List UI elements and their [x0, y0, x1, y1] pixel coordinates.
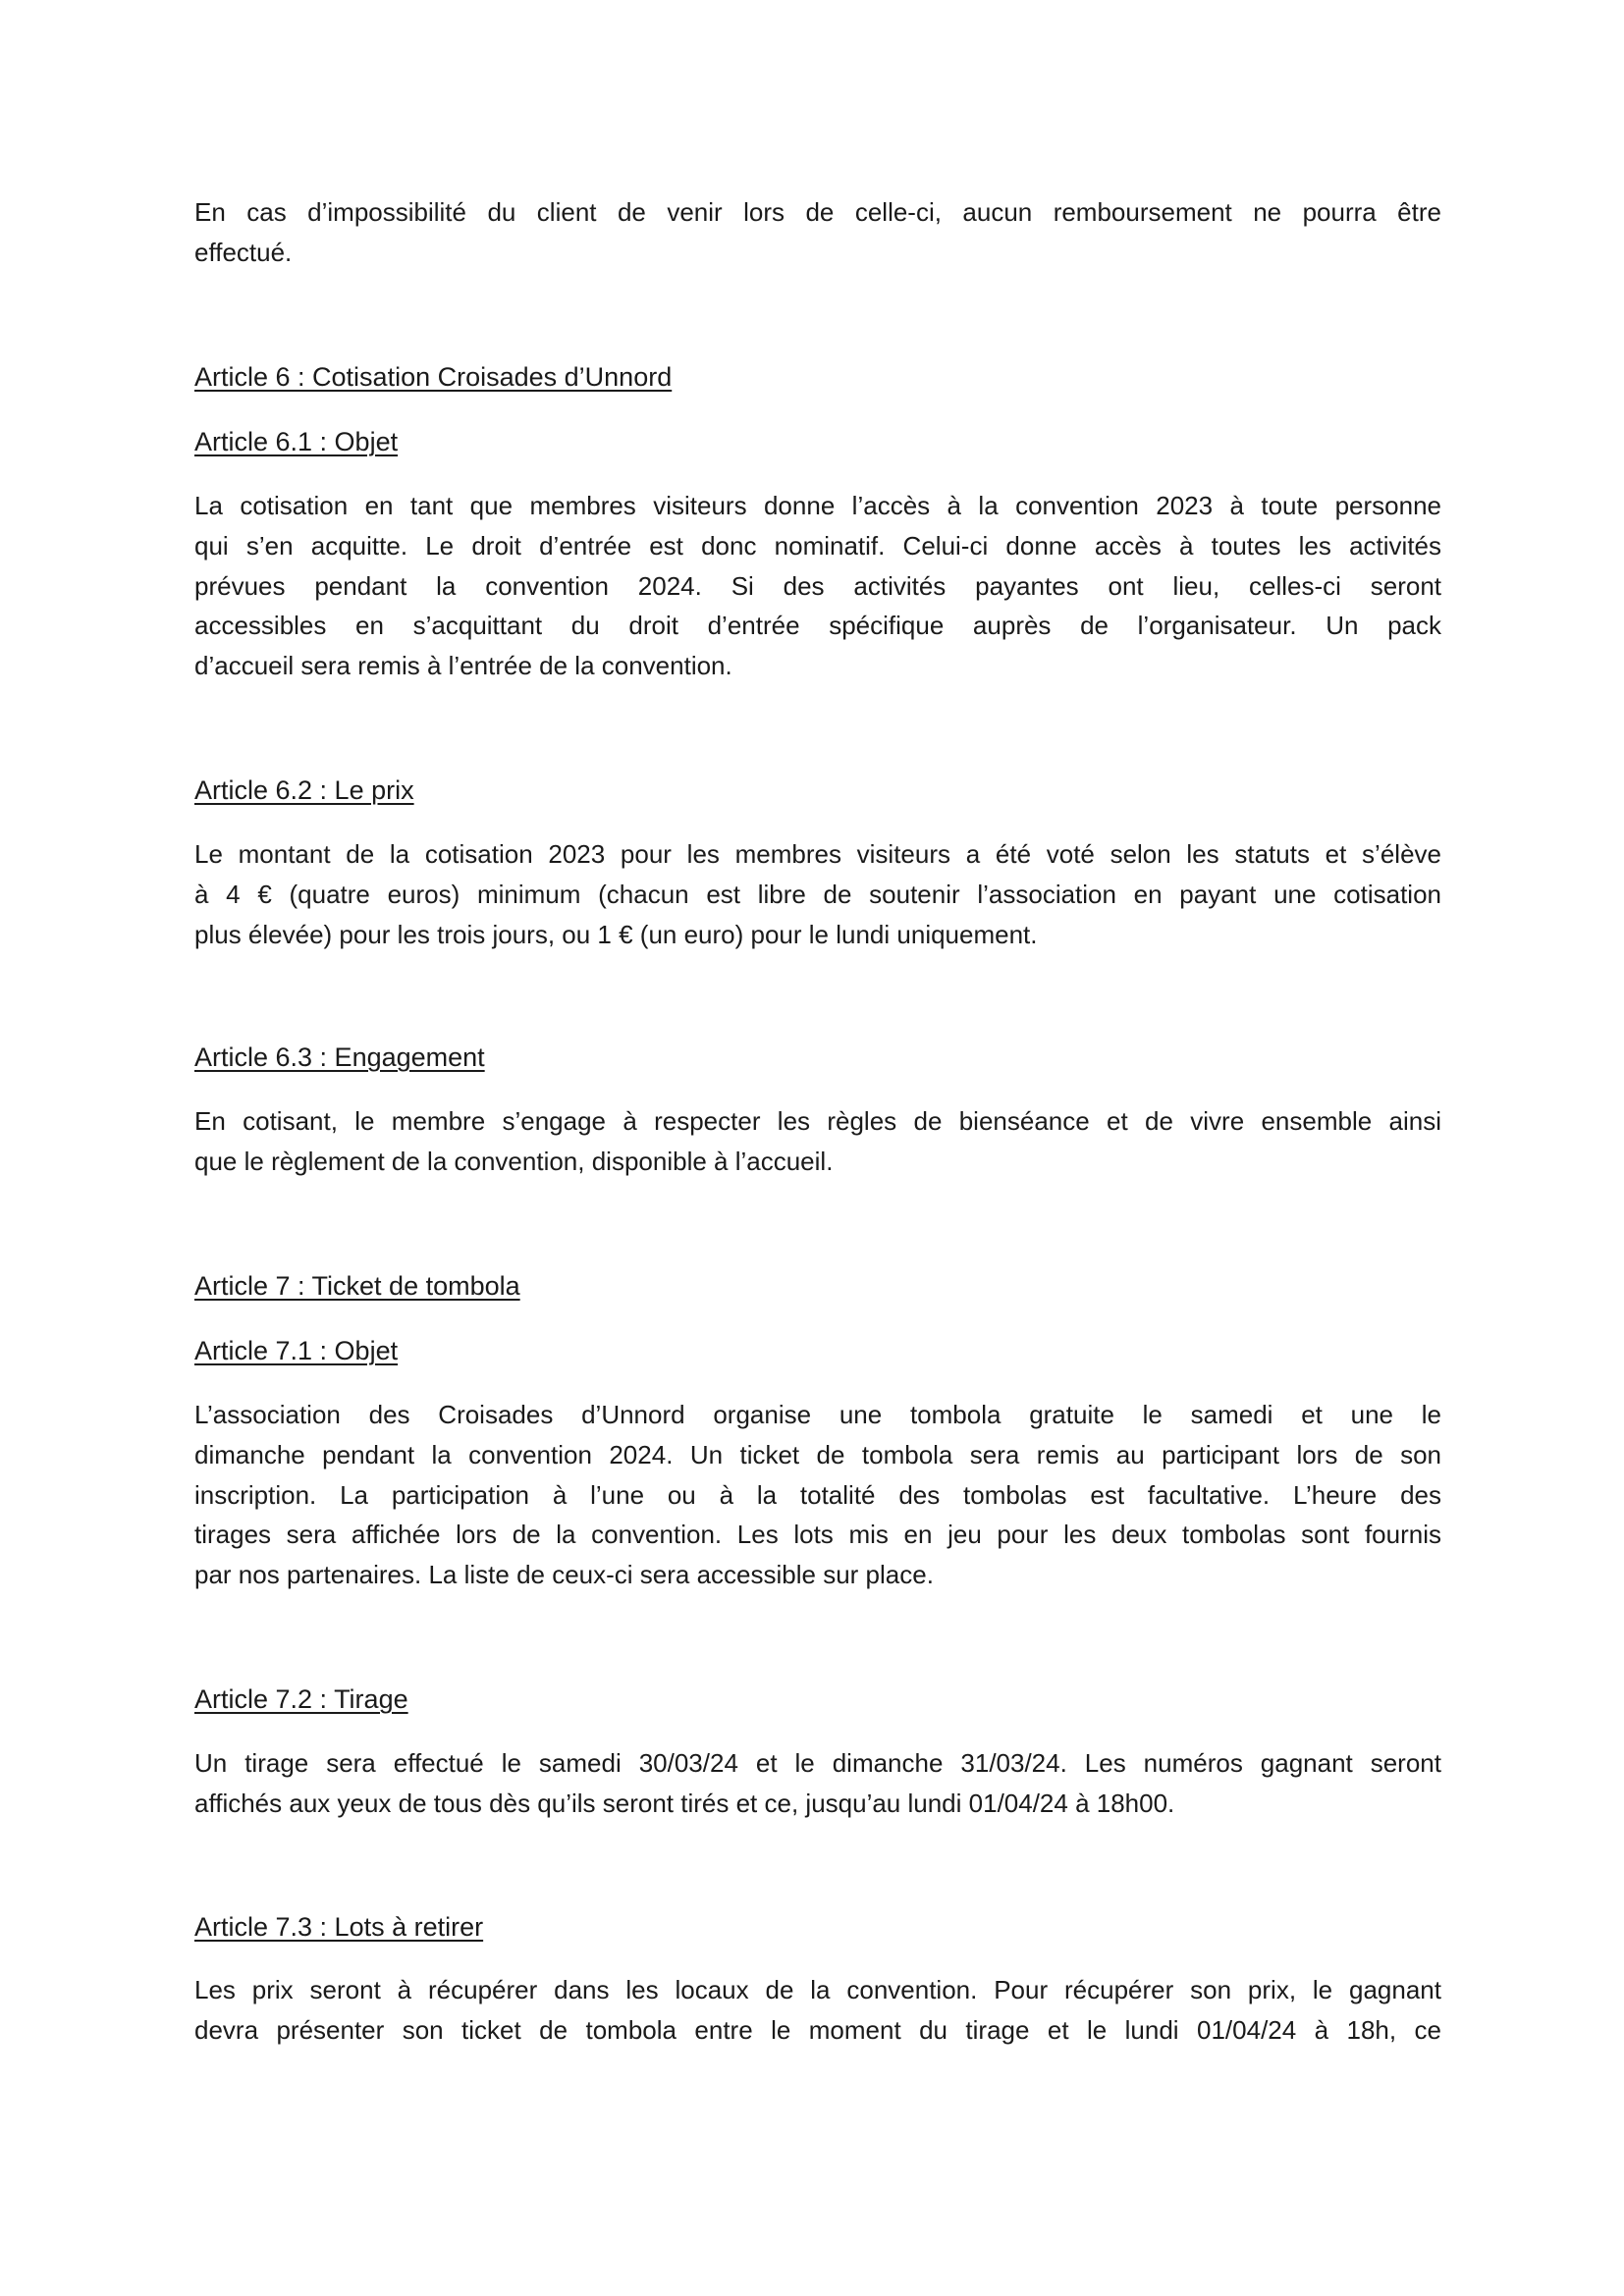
text-line: L’association des Croisades d’Unnord organise une tombola gratuite le samedi et une le — [194, 1400, 1441, 1429]
text-line: qui s’en acquitte. Le droit d’entrée est donc nominatif. Celui-ci donne accès à toutes les activités — [194, 530, 1441, 561]
article-7-1-heading: Article 7.1 : Objet — [194, 1336, 399, 1365]
text-line: plus élevée) pour les trois jours, ou 1 € (un euro) pour le lundi uniquement. — [194, 919, 1038, 949]
text-line: dimanche pendant la convention 2024. Un ticket de tombola sera remis au participant lors de son — [194, 1439, 1441, 1469]
article-7-3-paragraph — [194, 1970, 1441, 2051]
article-6-2-heading: Article 6.2 : Le prix — [194, 775, 414, 805]
text-line: par nos partenaires. La liste de ceux-ci sera accessible sur place. — [194, 1560, 934, 1590]
text-line: accessibles en s’acquittant du droit d’entrée spécifique auprès de l’organisateur. Un pack — [194, 611, 1441, 641]
text-line: d’accueil sera remis à l’entrée de la convention. — [194, 651, 732, 681]
text-line: affichés aux yeux de tous dès qu’ils seront tirés et ce, jusqu’au lundi 01/04/24 à 18h00. — [194, 1788, 1175, 1818]
article-6-heading: Article 6 : Cotisation Croisades d’Unnord — [194, 362, 673, 392]
text-line: En cotisant, le membre s’engage à respecter les règles de bienséance et de vivre ensemble ainsi — [194, 1106, 1441, 1136]
article-7-2-heading: Article 7.2 : Tirage — [194, 1684, 408, 1714]
text-line: Les prix seront à récupérer dans les locaux de la convention. Pour récupérer son prix, le gagnant — [194, 1975, 1441, 2004]
intro-paragraph — [194, 192, 1441, 273]
article-6-3-heading: Article 6.3 : Engagement — [194, 1042, 485, 1072]
text-line: Le montant de la cotisation 2023 pour les membres visiteurs a été voté selon les statuts et s’élève — [194, 839, 1441, 869]
article-7-heading: Article 7 : Ticket de tombola — [194, 1271, 520, 1301]
text-line: à 4 € (quatre euros) minimum (chacun est libre de soutenir l’association en payant une cotisation — [194, 879, 1441, 909]
text-line: effectué. — [194, 237, 293, 267]
text-line: inscription. La participation à l’une ou à la totalité des tombolas est facultative. L’heure des — [194, 1479, 1441, 1510]
text-line: prévues pendant la convention 2024. Si des activités payantes ont lieu, celles-ci seront — [194, 570, 1441, 601]
article-6-3-paragraph — [194, 1101, 1441, 1182]
text-line: que le règlement de la convention, disponible à l’accueil. — [194, 1146, 834, 1176]
article-7-1-paragraph — [194, 1395, 1441, 1595]
text-line: En cas d’impossibilité du client de venir lors de celle-ci, aucun remboursement ne pourra être — [194, 197, 1441, 227]
article-6-1-paragraph — [194, 486, 1441, 686]
article-7-2-paragraph — [194, 1743, 1441, 1824]
text-line: tirages sera affichée lors de la convention. Les lots mis en jeu pour les deux tombolas sont fournis — [194, 1520, 1441, 1550]
article-7-3-heading: Article 7.3 : Lots à retirer — [194, 1912, 484, 1942]
text-line: devra présenter son ticket de tombola entre le moment du tirage et le lundi 01/04/24 à 18h, ce — [194, 2014, 1441, 2045]
text-line: Un tirage sera effectué le samedi 30/03/24 et le dimanche 31/03/24. Les numéros gagnant seront — [194, 1748, 1441, 1778]
article-6-1-heading: Article 6.1 : Objet — [194, 427, 399, 456]
article-6-2-paragraph — [194, 834, 1441, 954]
text-line: La cotisation en tant que membres visiteurs donne l’accès à la convention 2023 à toute personne — [194, 491, 1441, 520]
